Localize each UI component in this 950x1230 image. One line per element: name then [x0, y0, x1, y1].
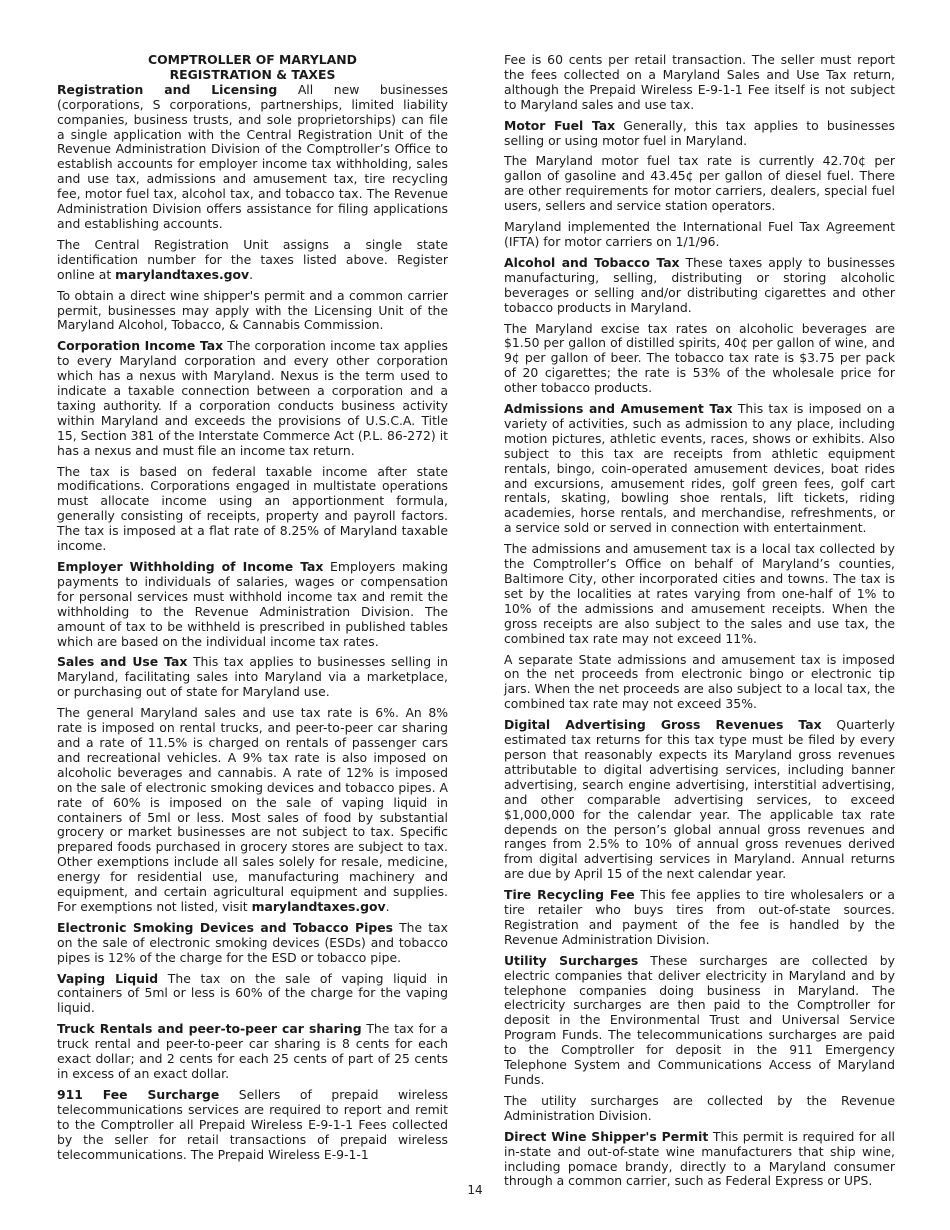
corporation-text: The corporation income tax applies to every Maryland corporation and every other corporation which has a nexus with Maryland. Nexus is the term used to indicate a taxable connection between a corporation and a taxing authority. If a corporation conducts business activity within Maryland and exceeds the provisions of U.S.C.A. Title 15, Section 381 of the Interstate Commerce Act (P.L. 86-272) it has a nexus and must file an income tax return. [57, 338, 449, 458]
right-column [504, 53, 895, 1189]
sales-rates-text: The general Maryland sales and use tax rate is 6%. An 8% rate is imposed on rental trucks, and peer-to-peer car sharing and a rate of 11.5% is charged on rentals of passenger cars and recreational vehicles. A 9% tax rate is also imposed on alcoholic beverages and cannabis. A rate of 12% is imposed on the sale of electronic smoking devices and tobacco pipes. A rate of 60% is imposed on the sale of vaping liquid in containers of 5ml or less. Most sales of food by substantial grocery or market businesses are not subject to tax. Specific prepared foods purchased in grocery stores are subject to tax. Other exemptions include all sales solely for resale, medicine, energy for residential use, manufacturing machinery and equipment, and certain agricultural equipment and supplies. For exemptions not listed, visit [57, 705, 448, 914]
truck-section [57, 1022, 448, 1082]
admissions-state-text: A separate State admissions and amusement tax is imposed on the net proceeds from electronic bingo or electronic tip jars. When the net proceeds are also subject to a local tax, the combined tax rate may not exceed 35%. [504, 651, 895, 712]
wine-shipper-text: This permit is required for all in-state and out-of-state wine manufacturers that ship wine, including pomace brandy, directly to a Maryland consumer through a common carrier, such as Federal Express or UPS. [504, 1128, 895, 1189]
alcohol-heading: Alcohol and Tobacco Tax [504, 254, 680, 270]
utility-collect-text: The utility surcharges are collected by the Revenue Administration Division. [504, 1092, 895, 1123]
admissions-local-text: The admissions and amusement tax is a local tax collected by the Comptroller’s Office on behalf of Maryland’s counties, Baltimore City, other incorporated cities and towns. The tax is set by the localities at rates varying from one-half of 1% to 10% of the admissions and amusement receipts. When the gross receipts are also subject to the sales and use tax, the combined tax rate may not exceed 11%. [504, 541, 895, 646]
wine-permit-paragraph [57, 289, 448, 334]
left-column [57, 53, 448, 1162]
motor-section [504, 119, 895, 149]
alcohol-rates-text: The Maryland excise tax rates on alcoholic beverages are $1.50 per gallon of distilled spirits, 40¢ per gallon of wine, and 9¢ per gallon of beer. The tobacco tax rate is $3.75 per pack of 20 cigarettes; the rate is 53% of the wholesale price for other tobacco products. [504, 320, 895, 396]
registration-heading: Registration and Licensing [57, 81, 278, 97]
tire-heading: Tire Recycling Fee [504, 887, 635, 903]
truck-text: The tax for a truck rental and peer-to-peer car sharing is 8 cents for each exact dollar; and 2 cents for each 25 cents of part of 25 cents in excess of an exact dollar. [57, 1021, 448, 1081]
fee911-continued-paragraph [504, 53, 895, 113]
fee911-section [57, 1088, 448, 1163]
wine-shipper-heading: Direct Wine Shipper's Permit [504, 1128, 709, 1144]
esd-text: The tax on the sale of electronic smoking devices (ESDs) and tobacco pipes is 12% of the charge for the ESD or tobacco pipe. [57, 919, 448, 965]
title-line-1: COMPTROLLER OF MARYLAND [148, 52, 357, 67]
title-line-2: REGISTRATION & TAXES [169, 66, 336, 82]
vaping-text: The tax on the sale of vaping liquid in containers of 5ml or less is 60% of the charge for the vaping liquid. [57, 970, 449, 1016]
sales-text: This tax applies to businesses selling in Maryland, facilitating sales into Maryland via a marketplace, or purchasing out of state for Maryland use. [57, 654, 448, 700]
fee911-heading: 911 Fee Surcharge [57, 1086, 220, 1102]
digital-heading: Digital Advertising Gross Revenues Tax [504, 717, 822, 733]
alcohol-rates-paragraph [504, 322, 895, 397]
withholding-text: Employers making payments to individuals of salaries, wages or compensation for personal services must withhold income tax and remit the withholding to the Revenue Administration Division. The amount of tax to be withheld is prescribed in published tables which are based on the individual income tax rates. [57, 559, 448, 649]
motor-text: Generally, this tax applies to businesses selling or using motor fuel in Maryland. [504, 117, 895, 148]
utility-collect-paragraph [504, 1094, 895, 1124]
vaping-heading: Vaping Liquid [57, 970, 159, 986]
central-unit-paragraph [57, 238, 448, 283]
esd-heading: Electronic Smoking Devices and Tobacco Pipes [57, 919, 394, 935]
withholding-section [57, 560, 448, 649]
corporation-base-paragraph [57, 465, 448, 554]
vaping-section [57, 972, 448, 1017]
esd-section [57, 921, 448, 966]
corporation-heading: Corporation Income Tax [57, 338, 224, 354]
admissions-heading: Admissions and Amusement Tax [504, 401, 733, 417]
truck-heading: Truck Rentals and peer-to-peer car sharing [57, 1021, 362, 1037]
central-unit-end: . [249, 266, 254, 282]
motor-heading: Motor Fuel Tax [504, 117, 616, 133]
wine-permit-text: To obtain a direct wine shipper's permit and a common carrier permit, businesses may apply with the Licensing Unit of the Maryland Alcohol, Tobacco, & Cannabis Commission. [57, 287, 448, 333]
motor-rates-text: The Maryland motor fuel tax rate is currently 42.70¢ per gallon of gasoline and 43.45¢ per gallon of diesel fuel. There are other requirements for motor carriers, dealers, special fuel users, sellers and service station operators. [504, 153, 895, 214]
sales-rates-paragraph [57, 706, 448, 915]
fee911-text: Sellers of prepaid wireless telecommunications services are required to report and remit to the Comptroller all Prepaid Wireless E-9-1-1 Fees collected by the seller for retail transactions of prepaid wireless telecommunications. The Prepaid Wireless E-9-1-1 [57, 1086, 448, 1162]
sales-section [57, 655, 448, 700]
maryland-taxes-link[interactable]: marylandtaxes.gov [115, 266, 250, 282]
sales-rates-end: . [385, 898, 390, 914]
utility-text: These surcharges are collected by electric companies that deliver electricity in Maryland and by telephone companies doing business in Maryland. The electricity surcharges are then paid to the Comptroller for deposit in the Environmental Trust and Universal Service Program Funds. The telecommunications surcharges are paid to the Comptroller for deposit in the 911 Emergency Telephone System and Communications Access of Maryland Funds. [504, 952, 895, 1087]
corporation-section [57, 339, 448, 458]
admissions-section [504, 402, 895, 536]
utility-section [504, 954, 895, 1088]
ifta-text: Maryland implemented the International Fuel Tax Agreement (IFTA) for motor carriers on 1/1/96. [504, 219, 895, 249]
page-number: 14 [467, 1183, 483, 1197]
admissions-state-paragraph [504, 653, 895, 713]
digital-text: Quarterly estimated tax returns for this tax type must be filed by every person that reasonably expects its Maryland gross revenues attributable to digital advertising services, including banner advertising, search engine advertising, interstitial advertising, and other comparable advertising services, to exceed $1,000,000 for the calendar year. The applicable tax rate depends on the person’s global annual gross revenues and ranges from 2.5% to 10% of annual gross revenues derived from digital advertising services in Maryland. Annual returns are due by April 15 of the next calendar year. [504, 717, 895, 882]
utility-heading: Utility Surcharges [504, 952, 639, 968]
alcohol-section [504, 256, 895, 316]
motor-rates-paragraph [504, 154, 895, 214]
central-unit-text: The Central Registration Unit assigns a single state identification number for the taxes listed above. Register online at [57, 236, 448, 282]
sales-heading: Sales and Use Tax [57, 654, 188, 670]
alcohol-text: These taxes apply to businesses manufacturing, selling, distributing or storing alcoholic beverages or selling and/or distributing cigarettes and other tobacco products in Maryland. [504, 254, 895, 315]
wine-shipper-section [504, 1130, 895, 1190]
registration-text: All new businesses (corporations, S corporations, partnerships, limited liability companies, business trusts, and sole proprietorships) can file a single application with the Central Registration Unit of the Revenue Administration Division of the Comptroller’s Office to establish accounts for employer income tax withholding, sales and use tax, admissions and amusement tax, tire recycling fee, motor fuel tax, alcohol tax, and tobacco tax. The Revenue Administration Division offers assistance for filing applications and establishing accounts. [57, 81, 448, 231]
tire-section [504, 888, 895, 948]
tire-text: This fee applies to tire wholesalers or a tire retailer who buys tires from out-of-state sources. Registration and payment of the fee is handled by the Revenue Administration Division. [504, 887, 895, 947]
page-title [57, 53, 448, 83]
maryland-taxes-link-2[interactable]: marylandtaxes.gov [251, 898, 386, 914]
admissions-local-paragraph [504, 542, 895, 646]
fee911-continued-text: Fee is 60 cents per retail transaction. The seller must report the fees collected on a Maryland Sales and Use Tax return, although the Prepaid Wireless E-9-1-1 Fee itself is not subject to Maryland sales and use tax. [504, 52, 895, 112]
withholding-heading: Employer Withholding of Income Tax [57, 559, 324, 574]
admissions-text: This tax is imposed on a variety of activities, such as admission to any place, including motion pictures, athletic events, races, shows or exhibits. Also subject to this tax are receipts from athletic equipment rentals, bingo, coin-operated amusement devices, boat rides and excursions, amusement rides, golf green fees, golf cart rentals, skating, bowling shoe rentals, lift tickets, riding academies, horse rentals, and merchandise, refreshments, or a service sold or served in connection with entertainment. [504, 401, 896, 536]
registration-section [57, 83, 448, 232]
corporation-base-text: The tax is based on federal taxable income after state modifications. Corporations engaged in multistate operations must allocate income using an apportionment formula, generally consisting of receipts, property and payroll factors. The tax is imposed at a flat rate of 8.25% of Maryland taxable income. [57, 463, 448, 554]
digital-section [504, 718, 895, 882]
ifta-paragraph [504, 220, 895, 250]
